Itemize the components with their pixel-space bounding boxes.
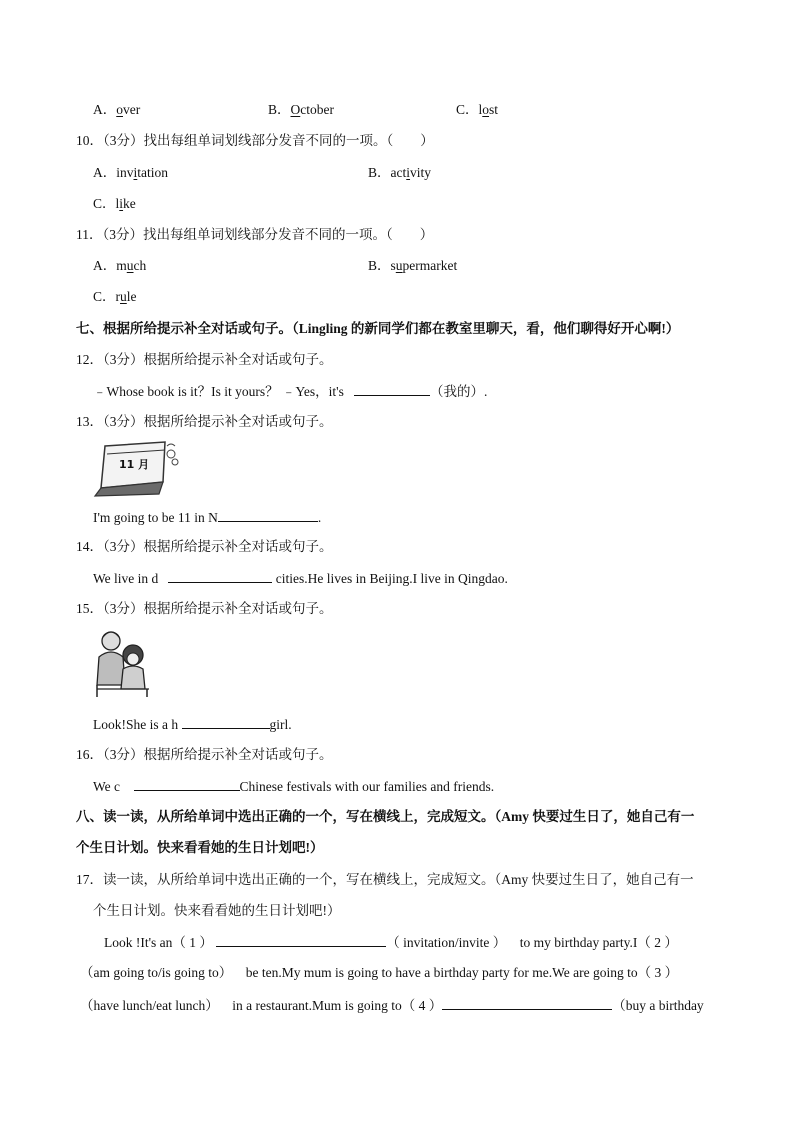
q17-blank-1[interactable]	[216, 932, 386, 947]
section-8-heading-line2: 个生日计划。快来看看她的生日计划吧!）	[76, 840, 324, 855]
q11-stem: 11．（3分）找出每组单词划线部分发音不同的一项。（ ）	[76, 227, 434, 242]
q11-option-c: C．rule	[93, 289, 137, 304]
q11-option-a: A．much	[93, 258, 147, 273]
grandparent-and-girl-illustration	[93, 627, 153, 699]
q17-passage-line1: Look !It's an（ 1 ） （ invitation/invite ） to my birthday party.I（ 2 ）	[104, 932, 678, 953]
q13-sentence: I'm going to be 11 in N .	[93, 507, 321, 528]
q17-stem-line1: 17．读一读，从所给单词中选出正确的一个，写在横线上，完成短文。（Amy 快要过生日了，她自己有一	[76, 872, 694, 887]
q10-option-a: A．invitation	[93, 165, 169, 180]
q17-blank-4[interactable]	[442, 995, 612, 1010]
q15-answer-blank[interactable]	[182, 714, 270, 729]
q9-option-a: A．over	[93, 102, 141, 117]
section-7-heading: 七、根据所给提示补全对话或句子。（Lingling 的新同学们都在教室里聊天，看，他们聊得好开心啊!）	[76, 321, 680, 336]
q11-option-b: B．supermarket	[368, 258, 458, 273]
q12-sentence: ﹣Whose book is it？Is it yours？ ﹣Yes，it's （我的）.	[93, 381, 487, 402]
q10-option-c: C．like	[93, 196, 136, 211]
q17-stem-line2: 个生日计划。快来看看她的生日计划吧!）	[93, 903, 341, 918]
q13-stem: 13．（3分）根据所给提示补全对话或句子。	[76, 414, 333, 429]
q12-answer-blank[interactable]	[354, 381, 430, 396]
q15-stem: 15．（3分）根据所给提示补全对话或句子。	[76, 601, 333, 616]
calendar-icon	[93, 438, 183, 498]
q14-answer-blank[interactable]	[168, 568, 272, 583]
q17-passage-line2: （am going to/is going to） be ten.My mum is going to have a birthday party for me.We are going to（ 3 ）	[80, 965, 679, 980]
q10-option-b: B．activity	[368, 165, 432, 180]
q13-answer-blank[interactable]	[218, 507, 318, 522]
calendar-label: 11 月	[119, 458, 150, 471]
q16-answer-blank[interactable]	[134, 776, 240, 791]
q9-option-c: C．lost	[456, 102, 499, 117]
q9-option-b: B．October	[268, 102, 334, 117]
q17-passage-line3: （have lunch/eat lunch） in a restaurant.Mum is going to（ 4 ） （buy a birthday	[80, 995, 704, 1016]
q16-sentence: We c Chinese festivals with our families and friends.	[93, 776, 494, 797]
q10-stem: 10．（3分）找出每组单词划线部分发音不同的一项。（ ）	[76, 133, 434, 148]
section-8-heading-line1: 八、读一读，从所给单词中选出正确的一个，写在横线上，完成短文。（Amy 快要过生日了，她自己有一	[76, 809, 695, 824]
q15-sentence: Look!She is a h girl.	[93, 714, 292, 735]
q16-stem: 16．（3分）根据所给提示补全对话或句子。	[76, 747, 333, 762]
q12-stem: 12．（3分）根据所给提示补全对话或句子。	[76, 352, 333, 367]
q14-stem: 14．（3分）根据所给提示补全对话或句子。	[76, 539, 333, 554]
q14-sentence: We live in d cities.He lives in Beijing.I live in Qingdao.	[93, 568, 508, 589]
